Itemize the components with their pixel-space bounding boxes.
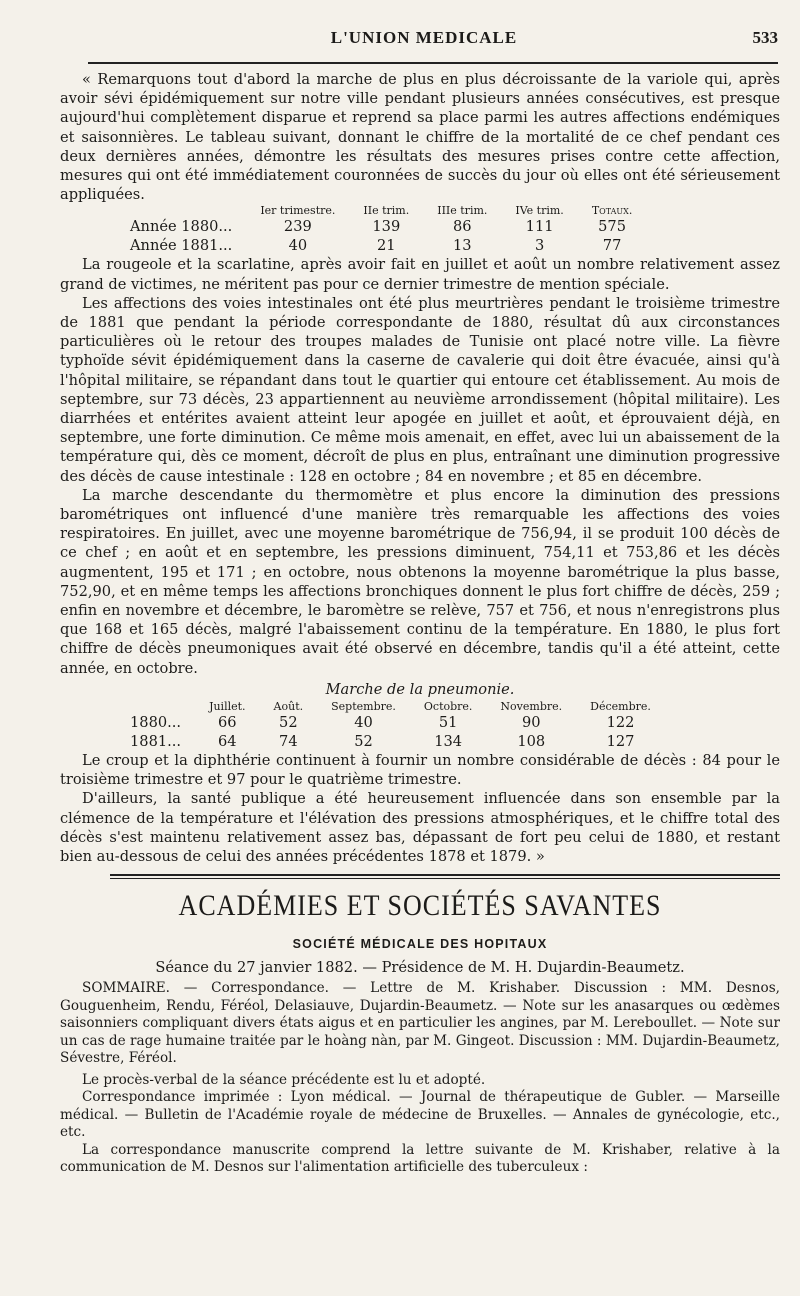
table-cell: 575 — [598, 218, 626, 236]
table-row — [130, 732, 665, 751]
table-row — [130, 217, 646, 236]
table-header-row — [130, 700, 665, 713]
table-header-row — [130, 204, 646, 217]
paragraph: Le croup et la diphthérie continuent à fournir un nombre considérable de décès : 84 pour le troisième trimestre et 97 pour le quatrième trimestre. — [60, 751, 780, 789]
table-cell: 64 — [218, 732, 237, 750]
table-cell: 239 — [283, 218, 312, 236]
section-rule — [110, 874, 780, 879]
page-number: 533 — [752, 28, 778, 47]
article-body — [60, 70, 780, 1177]
table-cell: 40 — [354, 713, 373, 731]
society-title: SOCIÉTÉ MÉDICALE DES HOPITAUX — [292, 937, 548, 952]
sommaire: SOMMAIRE. — Correspondance. — Lettre de M. Krishaber. Discussion : MM. Desnos, Gouguenheim, Rendu, Féréol, Delasiauve, Dujardin-Beaumetz. — Note sur les anasarques ou œdèmes saisonniers compliquant divers états aigus et en particulier les angines, par M. Lereboullet. — Note sur un cas de rage humaine traitée par le hoàng nàn, par M. Gingeot. Discussion : MM. Dujardin-Beaumetz, Sévestre, Féréol. — [60, 980, 780, 1067]
table-cell: 139 — [372, 218, 401, 236]
table-cell: 90 — [521, 713, 541, 731]
table-header: Septembre. — [331, 699, 396, 713]
table-header: IIe trim. — [363, 204, 410, 218]
table-cell: 127 — [606, 732, 635, 750]
journal-title: L'UNION MEDICALE — [330, 28, 518, 47]
table-cell: 21 — [377, 237, 396, 255]
table-cell: 52 — [279, 713, 298, 731]
section-title: ACADÉMIES ET SOCIÉTÉS SAVANTES — [178, 888, 662, 923]
table-cell: 13 — [453, 237, 472, 255]
row-label: 1880... — [130, 713, 182, 731]
table-header: Juillet. — [209, 699, 246, 713]
closing-paragraph: Correspondance imprimée : Lyon médical. — Journal de thérapeutique de Gubler. — Marseille médical. — Bulletin de l'Académie royale de médecine de Bruxelles. — Annales de gynécologie, etc., etc. — [60, 1089, 780, 1141]
pneumonie-table — [130, 700, 665, 751]
table-cell: 3 — [534, 237, 545, 255]
row-label: Année 1880... — [130, 218, 233, 236]
table-header: Ier trimestre. — [260, 204, 336, 218]
paragraph: La rougeole et la scarlatine, après avoir fait en juillet et août un nombre relativement assez grand de victimes, ne méritent pas pour ce dernier trimestre de mention spéciale. — [60, 256, 780, 293]
seance-line: Séance du 27 janvier 1882. — Présidence de M. H. Dujardin-Beaumetz. — [155, 959, 685, 977]
table-cell: 77 — [602, 237, 622, 255]
table-header: IIIe trim. — [437, 204, 488, 218]
table-cell: 122 — [606, 713, 635, 731]
table-row — [130, 236, 646, 255]
row-label: Année 1881... — [130, 237, 233, 255]
table-caption: Marche de la pneumonie. — [325, 680, 515, 698]
running-header — [70, 28, 778, 56]
table-cell: 86 — [453, 218, 472, 236]
table-header: Décembre. — [590, 699, 651, 713]
table-cell: 74 — [279, 732, 298, 750]
variole-table — [130, 204, 646, 255]
table-header: Octobre. — [423, 699, 473, 713]
table-cell: 66 — [218, 713, 237, 731]
table-cell: 108 — [517, 732, 546, 750]
header-rule — [88, 62, 778, 64]
row-label: 1881... — [130, 732, 182, 750]
paragraph: D'ailleurs, la santé publique a été heureusement influencée dans son ensemble par la clémence de la température et l'élévation des pressions atmosphériques, et le chiffre total des décès s'est maintenu relativement assez bas, dépassant de fort peu celui de 1880, et restant bien au-dessous de celui des années précédentes 1878 et 1879. » — [60, 790, 780, 865]
table-cell: 51 — [438, 713, 458, 731]
table-cell: 52 — [354, 732, 373, 750]
table-header: Août. — [273, 699, 304, 713]
table-cell: 111 — [525, 218, 554, 236]
paragraph: Les affections des voies intestinales ont été plus meurtrières pendant le troisième trimestre de 1881 que pendant la période correspondante de 1880, résultat dû aux circonstances particulières où le retour des troupes malades de Tunisie ont placé notre ville. La fièvre typhoïde sévit épidémiquement dans la caserne de cavalerie qui doit être évacuée, ainsi qu'à l'hôpital militaire, se répandant dans tout le quartier qui entoure cet établissement. Au mois de septembre, sur 73 décès, 23 appartiennent au neuvième arrondissement (hôpital militaire). Les diarrhées et entérites avaient atteint leur apogée en juillet et août, et éprouvaient déjà, en septembre, une forte diminution. Ce même mois amenait, en effet, avec lui un abaissement de la température qui, dès ce moment, décroît de plus en plus, entraînant une diminution progressive des décès de cause intestinale : 128 en octobre ; 84 en novembre ; et 85 en décembre. — [60, 294, 780, 485]
table-cell: 134 — [434, 732, 463, 750]
sommaire-block — [60, 976, 780, 1177]
closing-paragraph: La correspondance manuscrite comprend la lettre suivante de M. Krishaber, relative à la communication de M. Desnos sur l'alimentation artificielle des tuberculeux : — [60, 1141, 780, 1176]
closing-paragraph: Le procès-verbal de la séance précédente est lu et adopté. — [82, 1071, 486, 1088]
table-row — [130, 713, 665, 732]
table-header: IVe trim. — [515, 204, 564, 218]
table-cell: 40 — [288, 237, 308, 255]
table-header: Novembre. — [500, 699, 563, 713]
paragraph: « Remarquons tout d'abord la marche de plus en plus décroissante de la variole qui, après avoir sévi épidémiquement sur notre ville pendant plusieurs années consécutives, est presque aujourd'hui complètement disparue et reprend sa place parmi les autres affections endémiques et saisonnières. Le tableau suivant, donnant le chiffre de la mortalité de ce chef pendant ces deux dernières années, démontre les résultats des mesures prises contre cette affection, mesures qui ont été immédiatement couronnées de succès du jour où elles ont été sérieusement appliquées. — [60, 71, 780, 204]
table-header: Totaux. — [591, 204, 633, 218]
paragraph: La marche descendante du thermomètre et plus encore la diminution des pressions barométriques ont influencé d'une manière très remarquable les affections des voies respiratoires. En juillet, avec une moyenne barométrique de 756,94, il se produit 100 décès de ce chef ; en août et en septembre, les pressions diminuent, 754,11 et 753,86 et les décès augmentent, 195 et 171 ; en octobre, nous obtenons la moyenne barométrique la plus basse, 752,90, et en même temps les affections bronchiques donnent le plus fort chiffre de décès, 259 ; enfin en novembre et décembre, le baromètre se relève, 757 et 756, et nous n'enregistrons plus que 168 et 165 décès, malgré l'abaissement continu de la température. En 1880, le plus fort chiffre de décès pneumoniques avait été observé en décembre, tandis qu'il a été atteint, cette année, en octobre. — [60, 486, 780, 677]
